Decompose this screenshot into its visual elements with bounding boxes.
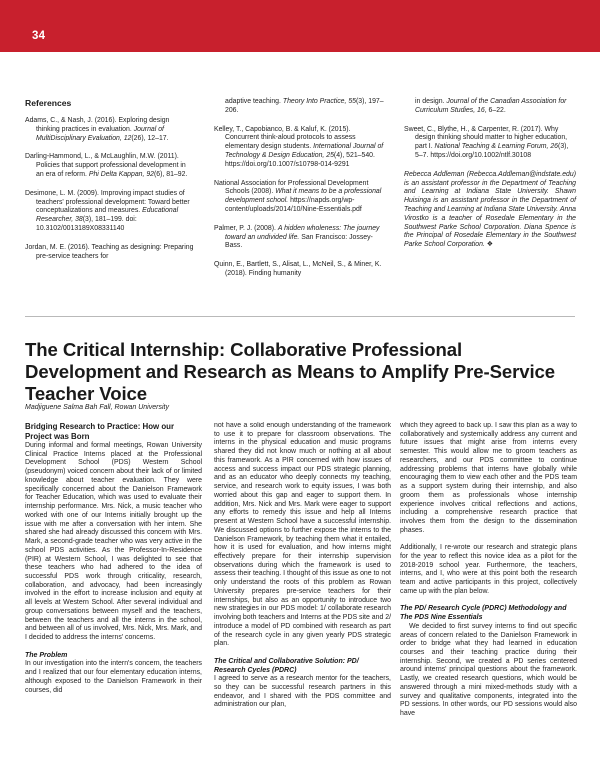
body-paragraph: Additionally, I re-wrote our research and strategic plans for the year to reflect this novice idea as a pilot for the 2018-2019 school year. Furthermore, the teachers, interns, and I, who were at this point both the research team and active participants in this project, collectively came up with the plan below. [400,544,577,595]
article-column-2 [214,422,391,772]
reference-text: Jordan, M. E. (2016). Teaching as designing: Preparing pre-service teachers for [25,243,194,260]
reference-entry [25,153,195,179]
article-column-1 [25,422,202,772]
reference-source: International Journal of Technology & Design Education, 25 [225,143,384,159]
subsection-heading: The Problem [25,651,68,659]
references-column-2 [214,98,386,289]
page-number: 34 [32,30,46,42]
reference-text: Sweet, C., Blythe, H., & Carpenter, R. (2017). Why design thinking should matter to higher education, part I. [404,125,568,151]
reference-entry [25,117,195,143]
reference-text: Darling-Hammond, L., & McLaughlin, M.W. (2011). Policies that support professional development in an era of reform. [25,153,186,178]
reference-entry [214,261,386,279]
reference-entry [214,98,386,116]
reference-source: National Teaching & Learning Forum, 26 [434,143,559,151]
author-bio-text: Rebecca Addleman (Rebecca.Addleman@indstate.edu) is an assistant professor in the Department of Teaching and Learning at Indiana State University. Shawn Huisinga is an assistant professor in the Department of Teaching and Learning at Indiana State University. Anna Virostko is a teacher of Rosedale Elementary in the Southwest Parke School Corporation. Diana Spence is the Principal of Rosedale Elementary in the Southwest Parke School Corporation. [404,170,576,249]
reference-details: (6), 81–92. [153,170,188,178]
reference-details: (3), 5–7. https://doi.org/10.1002/ntlf.30108 [415,143,569,159]
reference-text: Quinn, E., Bartlett, S., Alisat, L., McNeil, S., & Miner, K. (2018). Finding humanity [214,261,382,277]
article-byline: Madjiguene Salma Bah Fall, Rowan University [25,404,169,411]
reference-source: Theory Into Practice, 55 [282,98,357,105]
reference-source: Educational Researcher, 38 [36,207,179,224]
reference-details: https://napds.org/wp-content/uploads/2014/10/Nine-Essentials.pdf [225,197,362,213]
section-divider [25,316,575,317]
subsection-heading: The Critical and Collaborative Solution: PD/ Research Cycles (PDRC) [214,657,359,674]
reference-entry [214,225,386,251]
reference-details: San Francisco: Jossey-Bass. [225,233,373,250]
reference-text: adaptive teaching. [225,98,283,105]
body-paragraph: We decided to first survey interns to find out specific areas of concern related to the Danielson Framework in order to bridge what they had learned in education courses and their teaching practice during their internship. Second, we created a PD series centered around interns' principal questions about the framework. Lastly, we created research questions, which would be answered through a mini mixed-methods study with a survey and qualitative components, integrated into the PD sessions. In other words, our PD sessions would also have [400,622,577,718]
reference-source: Journal of the Canadian Association for Curriculum Studies, 16 [415,98,567,114]
subsection-heading: The PD/ Research Cycle (PDRC) Methodology and The PDS Nine Essentials [400,605,567,622]
reference-details: , 6–22. [484,106,506,114]
reference-text: Adams, C., & Nash, J. (2016). Exploring design thinking practices in evaluation. [25,117,170,133]
reference-text: National Association for Professional Development Schools (2008). [214,179,369,196]
reference-details: (4), 521–540. https://doi.org/10.1007/s10798-014-9291 [225,151,375,168]
references-column-1 [25,117,195,271]
reference-source: Phi Delta Kappan, 92 [88,170,154,178]
references-heading: References [25,98,72,108]
article-title: The Critical Internship: Collaborative Professional Development and Research as Means to Amplify Pre-Service Teacher Voice [25,339,556,404]
reference-entry [25,190,195,234]
reference-details: (26), 12–17. [131,134,169,142]
reference-entry [214,126,386,170]
references-column-3 [404,98,576,250]
reference-entry [25,244,195,262]
reference-text: Palmer, P. J. (2008). [214,224,278,232]
body-paragraph: not have a solid enough understanding of the framework to use it to prepare for classroom observations. The interns in the physical education and music programs shared they did not know much or nothing at all about this framework. As a PIR concerned with how issues of access and success impact our PDS strategic planning, and as an educator who deeply connects my teaching, service, and research work to equity issues, I was both worried about this gap and eager to support them. In addition, Mrs. Nick and Mrs. Mark were eager to support any efforts to remedy this issue and help all Interns present at Western School have a successful internship. We discussed options to further expose the interns to the Danielson Framework, by teaching them what it entailed, how it is used for evaluation, and how interns might effectively prepare for their internship supervision observations during which the framework is used to assess their teaching. I thought of this issue as one to not only understand the roots of this problem as Rowan University prepares pre-service teachers for their internships, but also as an opportunity to introduce two new strategies in our PDS model: 1/ collaborate research involving both teachers and Interns at the PDS site and 2/ introduce a model of PD combined with research as part of the research cycle in any given yearly PDS strategic plan. [214,422,391,648]
body-paragraph: During informal and formal meetings, Rowan University Clinical Practice Interns placed at the Professional Development School (PDS) Western School (pseudonym) voiced concern about their lack of or limited knowledge about teacher evaluation. They were specifically concerned about the Danielson Framework for Teacher Education, which was used to evaluate their internship performance. Mrs. Nick, a music teacher who worked with one of our Interns initially brought up the issue with me after a conversation with her intern. She shared she had already discussed this concern with Mrs. Mark, a second-grade teacher who was very active in the school PDS activities. As the Professor-In-Residence (PIR) at Western School, I was delighted to see that these teachers who had adhered to the idea of successful PDS work through criticality, research, collaboration, and advocacy, had been increasingly involved in the effort to increase inclusion and equity at all levels at Western School. After several individual and group conversations between myself and the teachers, between the teachers and all the interns in the school, and between all of us involved, Mrs. Nick, Mrs. Mark, and I decided to address the interns' concerns. [25,442,202,642]
end-mark-icon: ❖ [486,241,494,249]
reference-text: Kelley, T., Capobianco, B. & Kaluf, K. (2015). Concurrent think-aloud protocols to assess elementary design students. [214,125,356,151]
reference-text: in design. [415,98,447,105]
body-paragraph: I agreed to serve as a research mentor for the teachers, so they can be successful research partners in this endeavor, and I shared with the PDS committee and administration our plan, [214,675,391,709]
reference-details: (3), 197–206. [225,98,384,114]
reference-entry [404,98,576,116]
section-heading: Bridging Research to Practice: How our Project was Born [25,422,175,441]
reference-source: What it means to be a professional development school. [225,188,382,205]
reference-text: Desimone, L. M. (2009). Improving impact studies of teachers' professional development: Toward better conceptualizations and measures. [25,189,190,215]
article-column-3 [400,422,577,772]
author-bio [404,171,576,250]
reference-entry [214,180,386,215]
body-paragraph: In our investigation into the intern's concern, the teachers and I realized that our four elementary education interns, although exposed to the Danielson Framework in their courses, did [25,660,202,694]
reference-entry [404,126,576,161]
reference-source: A hidden wholeness: The journey toward an undivided life. [225,224,380,241]
header-band [0,0,600,52]
reference-source: Journal of MultiDisciplinary Evaluation, 12 [36,125,164,142]
reference-details: (3), 181–199. doi: 10.3102/0013189X08331140 [36,216,137,232]
body-paragraph: which they agreed to back up. I saw this plan as a way to collaboratively and systemically address any current and future issues that might arise from interns every semester. This would allow me to groom teachers as researchers, and our PDS committee to continue addressing problems that interns have globally while encouraging them to view each other and the PDS team as a support system during their internship, and also groom them as professionals whose internship experience involves critical reflections and actions, including a comprehensive research practice that involves them from the design to the dissemination phases. [400,422,577,534]
